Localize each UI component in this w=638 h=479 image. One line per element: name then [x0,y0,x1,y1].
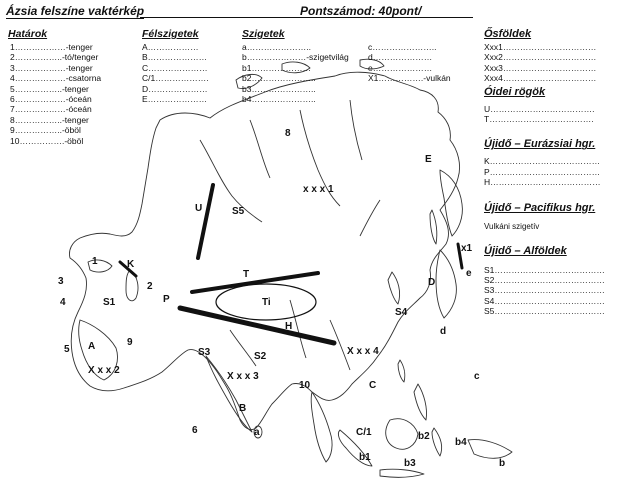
felsziget-item-c1: C/1………………. [142,73,209,84]
philippines-islands [414,384,427,420]
map-label-b4: b4 [455,437,467,448]
alfold-item-s1: S1………………………………… [484,264,605,275]
alfold-item-s3: S3………………………………… [484,285,605,296]
indian-peninsula [206,356,252,432]
osfold-item-4: Xxx4…………………………… [484,73,597,84]
map-label-C1: C/1 [356,427,372,438]
eurazsiai-item-k: K………………………………… [484,156,601,167]
map-label-x1: x1 [461,243,473,254]
map-label-xxx4: X x x 4 [347,346,379,357]
alfold-item-s2: S2………………………………… [484,275,605,286]
hatarok-item-4: 4………………-csatorna [10,73,102,84]
hatarok-item-8: 8……………..-tenger [10,114,89,125]
kamchatka-peninsula [440,170,462,236]
sziget-item-b4: b4………………….. [242,94,316,105]
map-label-T: T [243,269,250,280]
hatarok-item-5: 5……………..-tenger [10,83,89,94]
felsziget-item-d: D………………… [142,83,208,94]
sziget-item-b3: b3………………….. [242,83,316,94]
map-label-1: 1 [92,256,98,267]
oidei-item-t: T………………………………. [484,114,594,125]
eurazsiai-heading: Újidő – Eurázsiai hgr. [484,138,596,151]
osfoldek-heading: Ősföldek [484,28,532,40]
oidei-item-u: U………………………………. [484,103,595,114]
map-label-P: P [163,294,170,305]
map-label-b3: b3 [404,458,416,469]
page-title: Ázsia felszíne vaktérkép [6,4,145,18]
sziget-item-b1: b1………………… [242,62,311,73]
szigetek-list-left [242,42,349,104]
borneo-island [386,419,418,449]
map-label-b1: b1 [359,452,371,463]
sziget-item-x1: X1…………….-vulkán [368,73,451,84]
hatarok-item-6: 6………………-óceán [10,94,92,105]
sziget-item-b: b…………………-szigetvilág [242,52,349,63]
alfoldek-heading: Újidő – Alföldek [484,244,567,257]
felsziget-item-e: E………………… [142,94,208,105]
right-column [484,28,605,317]
map-label-8: 8 [285,128,291,139]
map-label-b: b [499,458,506,469]
map-label-a: a [254,427,260,438]
sziget-item-e: e………………… [368,62,433,73]
hatarok-item-1: 1………………-tenger [10,42,93,52]
map-label-S4: S4 [395,307,408,318]
hatarok-item-2: 2……………..-tó/tenger [10,52,99,63]
map-label-K: K [127,259,135,270]
sziget-item-d: d………………… [368,52,433,63]
map-label-4: 4 [60,297,66,308]
map-label-10: 10 [299,380,311,391]
osfold-item-3: Xxx3…………………………… [484,62,597,73]
osfold-item-2: Xxx2…………………………… [484,52,597,63]
map-label-c: c [474,371,480,382]
asia-coastline [69,72,459,429]
new-guinea-island [468,440,512,459]
szigetek-list-right [368,42,451,84]
map-label-C: C [369,380,377,391]
map-label-D: D [428,277,436,288]
map-label-B: B [239,403,247,414]
oidei-heading: Óidei rögök [484,85,546,98]
felszigetek-list [142,42,209,104]
hatarok-heading: Határok [8,28,48,40]
ural-mountains-line [198,185,213,258]
map-label-5: 5 [64,344,70,355]
map-label-Ti: Ti [262,297,271,308]
osfold-item-1: Xxx1…………………………… [484,42,597,52]
alfold-item-s4: S4………………………………… [484,295,605,306]
eurazsiai-item-p: P………………………………… [484,166,601,177]
map-label-A: A [88,341,96,352]
felszigetek-heading: Félszigetek [142,28,199,40]
map-label-S1: S1 [103,297,116,308]
felsziget-item-a: A……………… [142,42,199,52]
hatarok-item-3: 3………………-tenger [10,62,93,73]
tian-shan-line [192,273,318,292]
java-island [380,469,424,477]
map-label-d: d [440,326,447,337]
pacifikus-heading: Újidő – Pacifikus hgr. [484,201,596,214]
map-label-3: 3 [58,276,64,287]
sziget-item-a: a………………….. [242,42,311,52]
hatarok-item-10: 10…………….-öböl [10,135,84,146]
eurazsiai-item-h: H………………………………… [484,177,601,188]
himalaya-line [180,308,334,343]
map-label-xxx3: X x x 3 [227,371,259,382]
score-label: Pontszámod: 40pont/ [300,4,422,18]
alfold-item-s5: S5………………………………… [484,306,605,317]
pacifikus-note: Vulkáni szigetív [484,221,540,231]
map-label-H: H [285,321,293,332]
japan-islands [436,250,456,318]
sakhalin-island [430,210,437,244]
map-label-S2: S2 [254,351,267,362]
indochina-peninsula [311,392,332,462]
map-label-S3: S3 [198,347,211,358]
map-label-e: e [466,268,472,279]
map-label-xxx1: x x x 1 [303,184,334,195]
map-label-b2: b2 [418,431,430,442]
felsziget-item-c: C………………… [142,62,208,73]
hatarok-list [10,42,101,146]
map-label-U: U [195,203,203,214]
hatarok-item-9: 9……………..-öböl [10,125,81,136]
sziget-item-b2: b2………………….. [242,73,316,84]
map-label-E: E [425,154,432,165]
map-label-6: 6 [192,425,198,436]
map-label-S5: S5 [232,206,245,217]
map-label-xxx2: X x x 2 [88,365,120,376]
map-label-2: 2 [147,281,153,292]
felsziget-item-b: B………………… [142,52,208,63]
sulawesi-island [432,428,442,456]
hatarok-item-7: 7………………-óceán [10,104,92,115]
szigetek-heading: Szigetek [242,28,285,40]
sziget-item-c: c………………….. [368,42,437,52]
map-label-9: 9 [127,337,133,348]
korea-peninsula [388,272,400,304]
